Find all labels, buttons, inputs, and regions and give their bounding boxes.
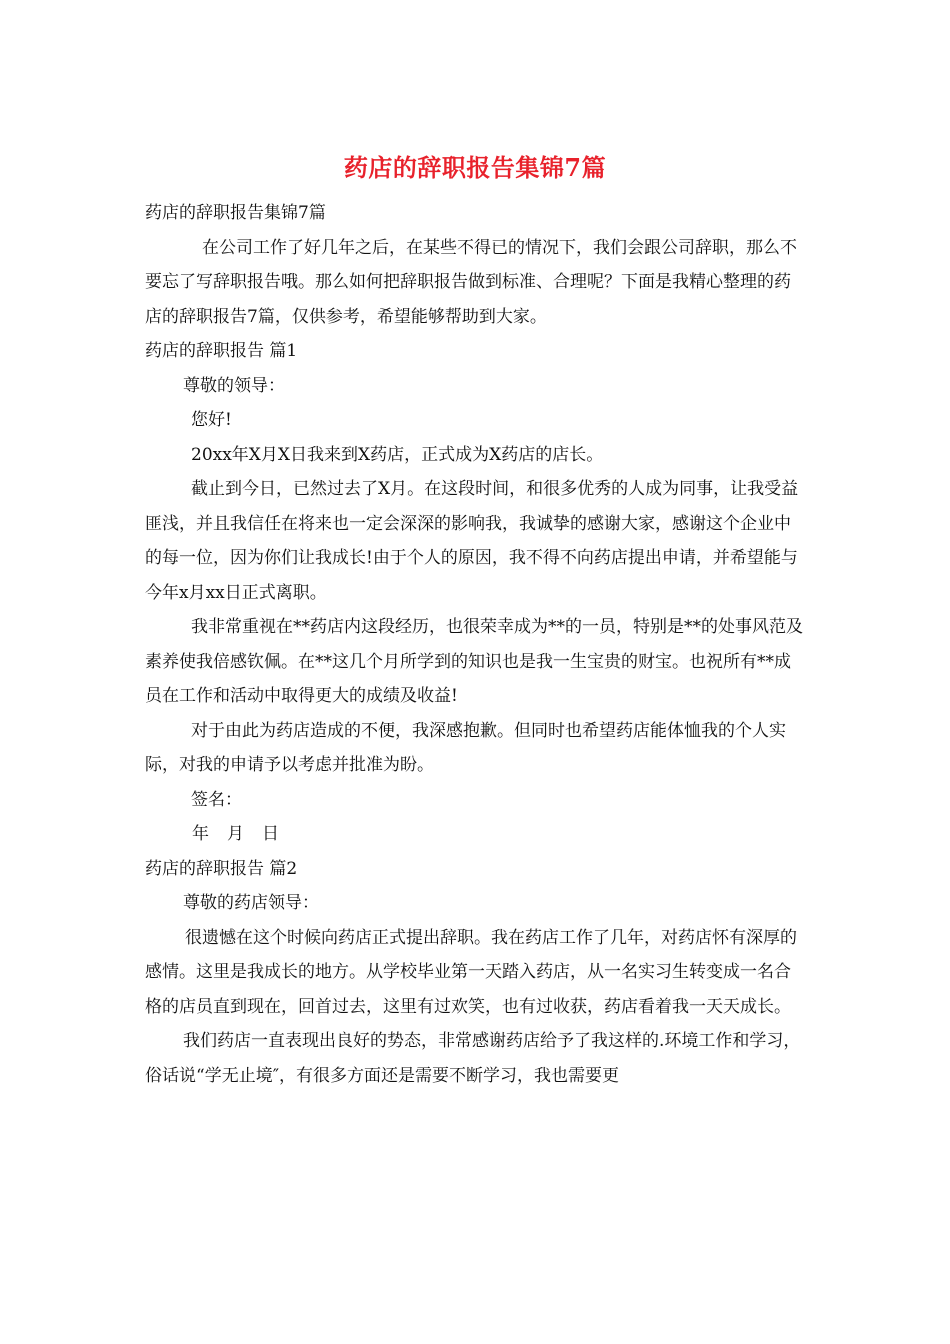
- body-paragraph: 20xx年X月X日我来到X药店，正式成为X药店的店长。: [191, 444, 604, 465]
- salutation: 尊敬的药店领导：: [183, 893, 319, 913]
- body-paragraph: 我们药店一直表现出良好的势态，非常感谢药店给予了我这样的.环境工作和学习，俗话说“学无止境″，有很多方面还是需要不断学习，我也需要更: [145, 1031, 801, 1086]
- document-title: 药店的辞职报告集锦7篇: [343, 153, 607, 182]
- date-line: [145, 817, 805, 852]
- section-heading: 药店的辞职报告 篇2: [145, 858, 298, 879]
- date-day-label: 日: [262, 824, 279, 844]
- body-paragraph: 截止到今日，已然过去了X月。在这段时间，和很多优秀的人成为同事，让我受益匪浅，并且我信任在将来也一定会深深的影响我，我诚挚的感谢大家，感谢这个企业中的每一位，因为你们让我成长!由于个人的原因，我不得不向药店提出申请，并希望能与今年x月xx日正式离职。: [145, 479, 799, 603]
- body-paragraph: 对于由此为药店造成的不便，我深感抱歉。但同时也希望药店能体恤我的个人实际，对我的申请予以考虑并批准为盼。: [145, 720, 786, 775]
- body-paragraph: 我非常重视在**药店内这段经历，也很荣幸成为**的一员，特别是**的处事风范及素养使我倍感钦佩。在**这几个月所学到的知识也是我一生宝贵的财宝。也祝所有**成员在工作和活动中取得更大的成绩及收益!: [145, 617, 803, 706]
- document-body: [145, 196, 805, 1093]
- date-year-label: 年: [192, 824, 209, 844]
- body-paragraph: 很遗憾在这个时候向药店正式提出辞职。我在药店工作了几年，对药店怀有深厚的感情。这里是我成长的地方。从学校毕业第一天踏入药店，从一名实习生转变成一名合格的店员直到现在，回首过去，这里有过欢笑，也有过收获，药店看着我一天天成长。: [145, 927, 797, 1017]
- greeting: 您好!: [191, 410, 232, 430]
- intro-paragraph: 在公司工作了好几年之后，在某些不得已的情况下，我们会跟公司辞职，那么不要忘了写辞职报告哦。那么如何把辞职报告做到标准、合理呢？下面是我精心整理的药店的辞职报告7篇，仅供参考，希望能够帮助到大家。: [145, 237, 797, 327]
- document-subtitle: 药店的辞职报告集锦7篇: [145, 203, 326, 223]
- salutation: 尊敬的领导：: [183, 375, 285, 396]
- section-heading: 药店的辞职报告 篇1: [145, 341, 298, 361]
- signature-line: 签名：: [191, 789, 242, 810]
- date-month-label: 月: [227, 824, 244, 844]
